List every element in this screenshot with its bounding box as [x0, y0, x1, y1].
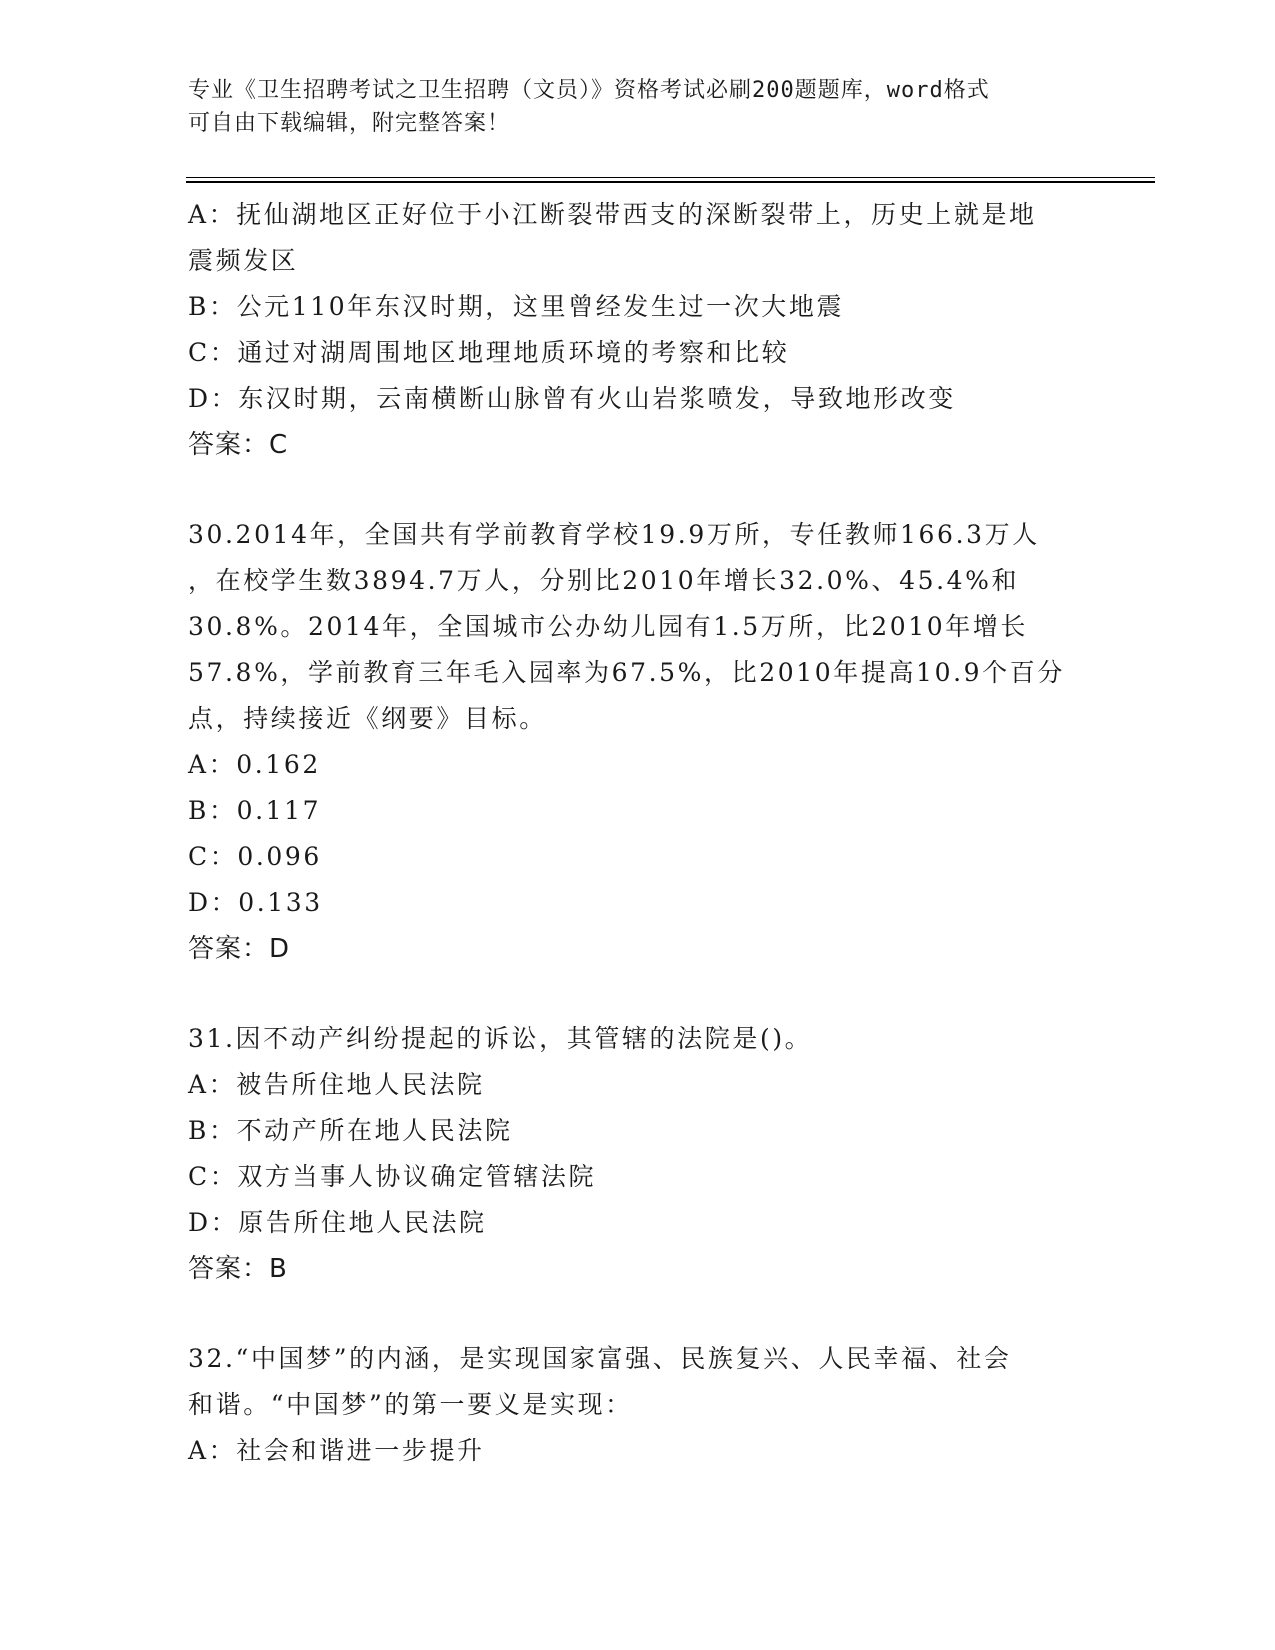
question-30-block — [188, 512, 1088, 972]
question-spacer — [188, 468, 1088, 512]
question-32-block — [188, 1336, 1088, 1474]
option-b: B：公元110年东汉时期，这里曾经发生过一次大地震 — [188, 292, 845, 321]
answer-label: 答案：B — [188, 1254, 288, 1284]
option-c: C：通过对湖周围地区地理地质环境的考察和比较 — [188, 338, 790, 367]
header-divider-thick — [186, 181, 1155, 183]
question-list — [188, 192, 1088, 1474]
option-d: D：0.133 — [188, 888, 323, 917]
answer-label: 答案：D — [188, 934, 291, 964]
question-29-block — [188, 192, 1088, 468]
header-title-line-2: 可自由下载编辑，附完整答案！ — [188, 111, 511, 136]
question-stem: 31.因不动产纠纷提起的诉讼，其管辖的法院是()。 — [188, 1024, 813, 1053]
question-stem-line-5: 点，持续接近《纲要》目标。 — [188, 704, 547, 733]
question-stem-line-3: 30.8%。2014年，全国城市公办幼儿园有1.5万所，比2010年增长 — [188, 612, 1029, 641]
option-a: A：社会和谐进一步提升 — [188, 1436, 485, 1465]
option-b: B：不动产所在地人民法院 — [188, 1116, 513, 1145]
question-31-block — [188, 1016, 1088, 1292]
option-a-line-1: A：抚仙湖地区正好位于小江断裂带西支的深断裂带上，历史上就是地 — [188, 200, 1037, 229]
document-header — [188, 74, 1088, 140]
option-d: D：原告所住地人民法院 — [188, 1208, 487, 1237]
answer-label: 答案：C — [188, 430, 289, 460]
question-spacer — [188, 972, 1088, 1016]
question-stem-line-2: 和谐。“中国梦”的第一要义是实现： — [188, 1390, 633, 1419]
question-stem-line-4: 57.8%，学前教育三年毛入园率为67.5%，比2010年提高10.9个百分 — [188, 658, 1065, 687]
option-d: D：东汉时期，云南横断山脉曾有火山岩浆喷发，导致地形改变 — [188, 384, 956, 413]
question-stem-line-1: 32.“中国梦”的内涵，是实现国家富强、民族复兴、人民幸福、社会 — [188, 1344, 1012, 1373]
question-stem-line-1: 30.2014年，全国共有学前教育学校19.9万所，专任教师166.3万人 — [188, 520, 1040, 549]
header-divider-thin — [186, 177, 1155, 178]
header-title-line-1: 专业《卫生招聘考试之卫生招聘（文员）》资格考试必刷200题题库，word格式 — [188, 78, 990, 103]
question-stem-line-2: ，在校学生数3894.7万人，分别比2010年增长32.0%、45.4%和 — [188, 566, 1020, 595]
question-spacer — [188, 1292, 1088, 1336]
option-a: A：0.162 — [188, 750, 321, 779]
option-b: B：0.117 — [188, 796, 322, 825]
option-c: C：0.096 — [188, 842, 322, 871]
option-a-line-2: 震频发区 — [188, 246, 299, 275]
option-a: A：被告所住地人民法院 — [188, 1070, 485, 1099]
option-c: C：双方当事人协议确定管辖法院 — [188, 1162, 597, 1191]
